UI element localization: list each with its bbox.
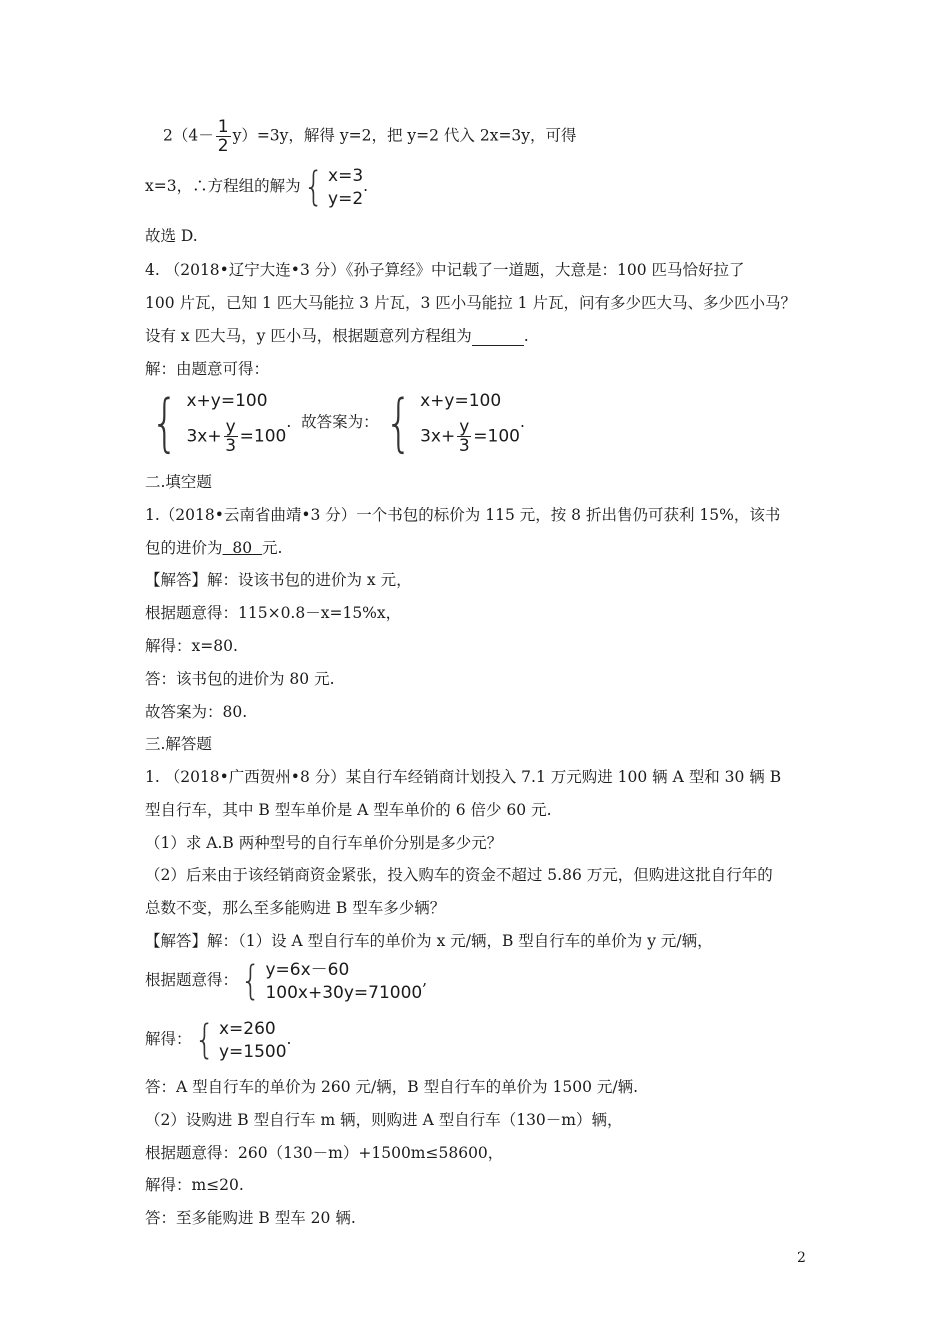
solve1-line-6: 【解答】解：（1）设 A 型自行车的单价为 x 元/辆，B 型自行车的单价为 y 元/辆， bbox=[145, 932, 713, 950]
text: 元. bbox=[261, 539, 283, 557]
solve1-line-9: 答：A 型自行车的单价为 260 元/辆，B 型自行车的单价为 1500 元/辆. bbox=[145, 1078, 639, 1096]
frac-num: y bbox=[225, 417, 236, 438]
solve1-line-13: 答：至多能购进 B 型车 20 辆. bbox=[145, 1209, 356, 1227]
frac-den: 3 bbox=[225, 436, 237, 457]
equation: x=3 bbox=[328, 165, 364, 186]
solve1-line-7 bbox=[145, 958, 427, 1004]
solve1-line-10: （2）设购进 B 型自行车 m 辆，则购进 A 型自行车（130－m）辆， bbox=[145, 1111, 623, 1129]
equation-system bbox=[238, 958, 422, 1004]
fill1-line-6: 答：该书包的进价为 80 元. bbox=[145, 670, 335, 688]
text: 3x+ bbox=[186, 426, 222, 447]
answer-underlined: 80 bbox=[222, 539, 262, 557]
fraction bbox=[224, 418, 238, 455]
solve1-line-3: （1）求 A.B 两种型号的自行车单价分别是多少元？ bbox=[145, 834, 503, 852]
equation-system bbox=[301, 164, 364, 210]
text: 解得： bbox=[145, 1030, 192, 1048]
brace-icon: { bbox=[303, 164, 324, 210]
text: x=3，∴方程组的解为 bbox=[145, 177, 301, 195]
solve1-line-11: 根据题意得：260（130－m）+1500m≤58600， bbox=[145, 1144, 504, 1162]
q4-line-3 bbox=[145, 326, 529, 346]
equation: x=260 bbox=[218, 1018, 276, 1039]
text: 设有 x 匹大马，y 匹小马，根据题意列方程组为 bbox=[145, 327, 472, 345]
equation-system bbox=[379, 387, 520, 459]
solve1-line-1: 1. （2018•广西贺州•8 分）某自行车经销商计划投入 7.1 万元购进 100 辆 A 型和 30 辆 B bbox=[145, 768, 782, 786]
fill1-line-1: 1.（2018•云南省曲靖•3 分）一个书包的标价为 115 元，按 8 折出售仍可获利 15%，该书 bbox=[145, 506, 781, 524]
q4-line-4: 解：由题意可得： bbox=[145, 360, 270, 378]
equation: y=1500 bbox=[218, 1041, 287, 1062]
solve1-line-5: 总数不变，那么至多能购进 B 型车多少辆？ bbox=[145, 899, 446, 917]
solve1-line-8 bbox=[145, 1017, 291, 1063]
text: . bbox=[519, 413, 525, 431]
solve1-line-4: （2）后来由于该经销商资金紧张，投入购车的资金不超过 5.86 万元，但购进这批自行年的 bbox=[145, 866, 773, 884]
equation bbox=[186, 418, 286, 455]
solution-line-1 bbox=[163, 118, 577, 155]
section-solve-heading: 三.解答题 bbox=[145, 735, 212, 753]
text: , bbox=[422, 971, 428, 989]
brace-icon: { bbox=[150, 386, 179, 459]
answer-blank bbox=[472, 329, 524, 346]
brace-icon: { bbox=[384, 386, 413, 459]
text: . bbox=[286, 1030, 292, 1048]
text: 3x+ bbox=[420, 426, 456, 447]
brace-icon: { bbox=[194, 1017, 215, 1063]
fill1-line-3: 【解答】解：设该书包的进价为 x 元， bbox=[145, 571, 412, 589]
frac-num: y bbox=[459, 417, 470, 438]
equation: y=2 bbox=[328, 188, 364, 209]
frac-den: 3 bbox=[458, 436, 470, 457]
text: =100 bbox=[473, 426, 520, 447]
text: 2（4－ bbox=[163, 126, 214, 145]
equation: x+y=100 bbox=[420, 390, 502, 411]
equation bbox=[420, 418, 520, 455]
equation: x+y=100 bbox=[186, 390, 268, 411]
solve1-line-12: 解得：m≤20. bbox=[145, 1176, 244, 1194]
equation: 100x+30y=71000 bbox=[265, 982, 423, 1003]
equation-system bbox=[192, 1017, 287, 1063]
section-fill-blank-heading: 二.填空题 bbox=[145, 473, 212, 491]
equation-system bbox=[145, 387, 286, 459]
fraction-half bbox=[216, 118, 231, 155]
equation: y=6x－60 bbox=[265, 959, 350, 980]
text: 根据题意得： bbox=[145, 971, 239, 989]
frac-den: 2 bbox=[217, 136, 229, 156]
text: . bbox=[363, 177, 369, 195]
brace-icon: { bbox=[240, 958, 261, 1004]
page-number: 2 bbox=[797, 1250, 806, 1266]
text: . bbox=[523, 327, 529, 345]
q4-line-2: 100 片瓦，已知 1 匹大马能拉 3 片瓦，3 匹小马能拉 1 片瓦，问有多少匹大马、多少匹小马？ bbox=[145, 294, 796, 312]
frac-num: 1 bbox=[217, 117, 229, 137]
q4-systems bbox=[145, 387, 525, 459]
fill1-line-2 bbox=[145, 538, 282, 558]
fraction bbox=[457, 418, 471, 455]
text: =100 bbox=[239, 426, 287, 447]
text: . 故答案为： bbox=[286, 413, 379, 431]
fill1-line-4: 根据题意得：115×0.8－x=15%x， bbox=[145, 604, 402, 622]
text: y）=3y，解得 y=2，把 y=2 代入 2x=3y，可得 bbox=[232, 126, 577, 145]
q4-line-1: 4. （2018•辽宁大连•3 分）《孙子算经》中记载了一道题，大意是：100 匹马恰好拉了 bbox=[145, 261, 745, 279]
solution-line-2 bbox=[145, 164, 368, 210]
solution-line-3: 故选 D. bbox=[145, 227, 198, 245]
text: 包的进价为 bbox=[145, 539, 223, 557]
fill1-line-5: 解得：x=80. bbox=[145, 637, 238, 655]
fill1-line-7: 故答案为：80. bbox=[145, 703, 248, 721]
solve1-line-2: 型自行车，其中 B 型车单价是 A 型车单价的 6 倍少 60 元. bbox=[145, 801, 552, 819]
